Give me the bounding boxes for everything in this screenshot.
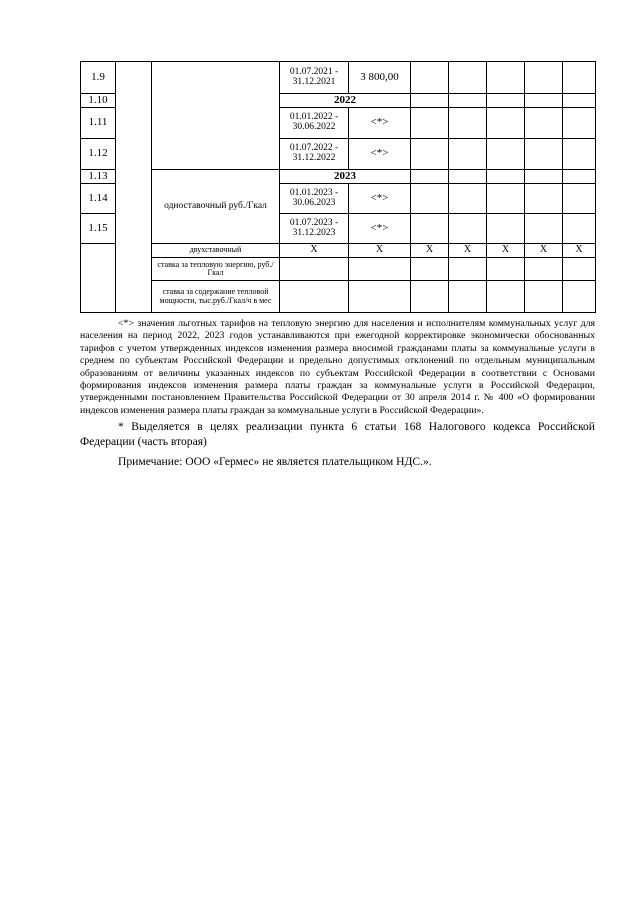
capacity-rate-label: ставка за содержание тепловой мощности, тыс.руб./Гкал/ч в мес	[152, 281, 280, 313]
footnote-paragraph: <*> значения льготных тарифов на тепловую энергию для населения и исполнителям коммунальных услуг для населения на период 2022, 2023 годов устанавливаются при ежегодной корректировке экономически обоснованных тарифов с учетом утвержденных индексов изменения размера вносимой гражданами платы за коммунальные услуги в среднем по субъектам Российской Федерации и предельно допустимых отклонений по отдельным муниципальным образованиям от величины указанных индексов по субъектам Российской Федерации в соответствии с Основами формирования индексов изменения размера платы граждан за коммунальные услуги в Российской Федерации, утвержденными постановлением Правительства Российской Федерации от 30 апреля 2014 г. № 400 «О формировании индексов изменения размера платы граждан за коммунальные услуги в Российской Федерации».	[80, 318, 595, 416]
row-number: 1.15	[81, 214, 116, 244]
tariff-value: <*>	[349, 108, 411, 139]
asterisk-note: * Выделяется в целях реализации пункта 6 статьи 168 Налогового кодекса Российской Федерации (часть вторая)	[80, 420, 595, 449]
period-cell: 01.07.2022 - 31.12.2022	[280, 139, 349, 170]
period-cell: 01.01.2022 - 30.06.2022	[280, 108, 349, 139]
table-row	[81, 281, 596, 313]
row-number: 1.10	[81, 94, 116, 108]
tariff-table	[80, 61, 596, 313]
table-row	[81, 62, 596, 94]
row-number: 1.12	[81, 139, 116, 170]
x-mark: X	[349, 244, 411, 258]
table-row	[81, 170, 596, 184]
remark-paragraph: Примечание: ООО «Гермес» не является плательщиком НДС.».	[118, 455, 432, 469]
two-part-rate-label: двухставочный	[152, 244, 280, 258]
row-number: 1.11	[81, 108, 116, 139]
table-row	[81, 244, 596, 258]
empty-cell	[116, 62, 152, 313]
empty-cell	[81, 244, 116, 313]
x-mark: X	[449, 244, 487, 258]
row-number: 1.13	[81, 170, 116, 184]
x-mark: X	[563, 244, 596, 258]
x-mark: X	[411, 244, 449, 258]
tariff-value: 3 800,00	[349, 62, 411, 94]
period-cell: 01.07.2021 - 31.12.2021	[280, 62, 349, 94]
year-cell: 2022	[280, 94, 411, 108]
period-cell: 01.07.2023 - 31.12.2023	[280, 214, 349, 244]
x-mark: X	[280, 244, 349, 258]
row-number: 1.9	[81, 62, 116, 94]
tariff-value: <*>	[349, 214, 411, 244]
year-cell: 2023	[280, 170, 411, 184]
tariff-value: <*>	[349, 139, 411, 170]
notes-block	[80, 318, 595, 469]
heat-rate-label: ставка за тепловую энергию, руб./Гкал	[152, 258, 280, 281]
x-mark: X	[525, 244, 563, 258]
one-part-rate-label: одноставочный руб./Гкал	[152, 170, 280, 244]
row-number: 1.14	[81, 184, 116, 214]
empty-cell	[152, 62, 280, 170]
x-mark: X	[487, 244, 525, 258]
period-cell: 01.01.2023 - 30.06.2023	[280, 184, 349, 214]
tariff-value: <*>	[349, 184, 411, 214]
table-row	[81, 258, 596, 281]
